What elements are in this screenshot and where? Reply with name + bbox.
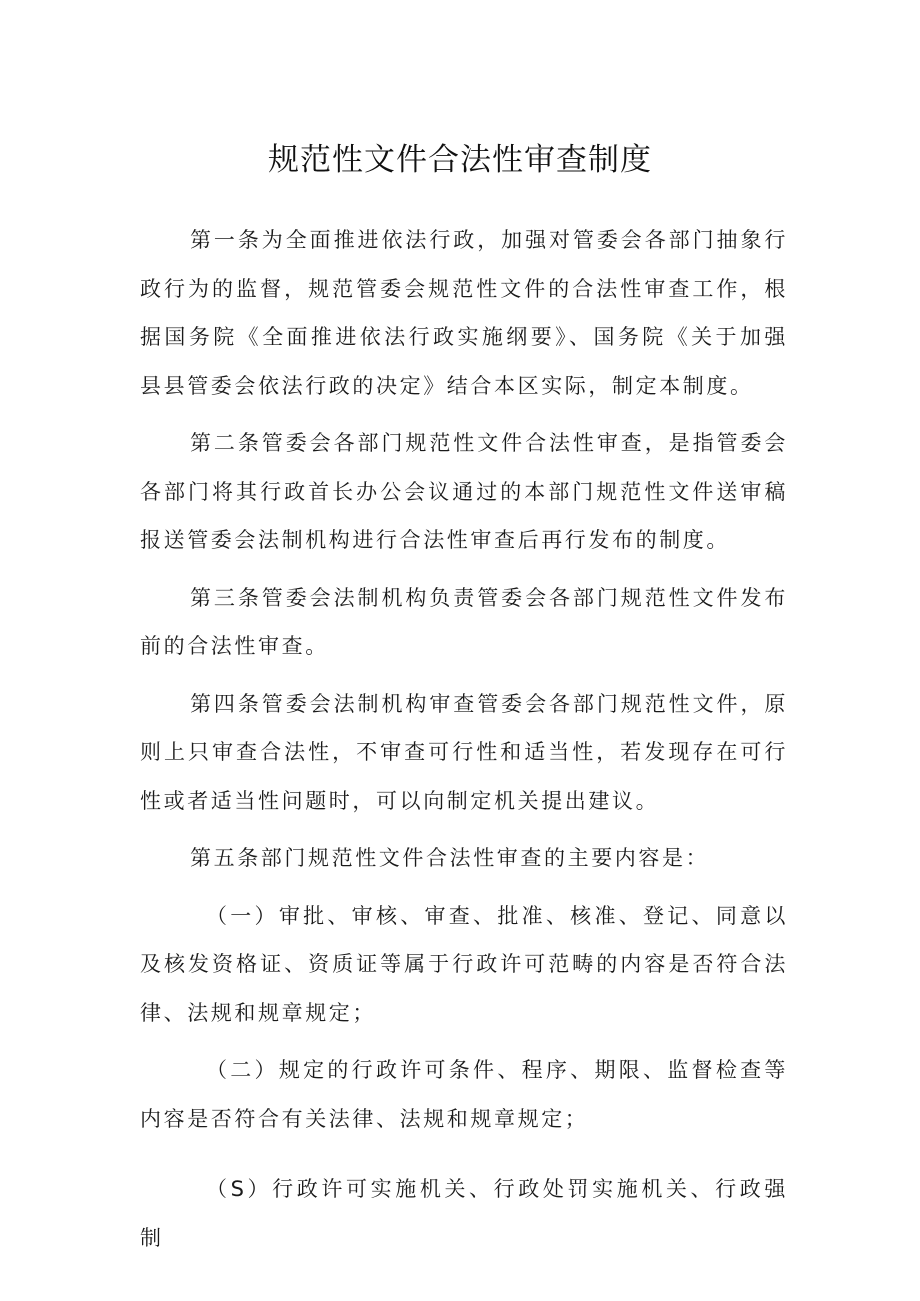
document-title: 规范性文件合法性审查制度 bbox=[268, 142, 652, 178]
article-4-paragraph: 第四条管委会法制机构审查管委会各部门规范性文件，原则上只审查合法性，不审查可行性和适当性，若发现存在可行性或者适当性问题时，可以向制定机关提出建议。 bbox=[140, 691, 788, 813]
article-5-paragraph: 第五条部门规范性文件合法性审查的主要内容是： bbox=[190, 846, 710, 870]
article-1-paragraph: 第一条为全面推进依法行政，加强对管委会各部门抽象行政行为的监督，规范管委会规范性文件的合法性审查工作，根据国务院《全面推进依法行政实施纲要》、国务院《关于加强县县管委会依法行政的决定》结合本区实际，制定本制度。 bbox=[140, 228, 788, 398]
article-5-item-2: （二）规定的行政许可条件、程序、期限、监督检查等内容是否符合有关法律、法规和规章规定； bbox=[140, 1058, 788, 1131]
article-2-paragraph: 第二条管委会各部门规范性文件合法性审查，是指管委会各部门将其行政首长办公会议通过的本部门规范性文件送审稿报送管委会法制机构进行合法性审查后再行发布的制度。 bbox=[140, 431, 788, 552]
article-5-item-3: （S）行政许可实施机关、行政处罚实施机关、行政强制 bbox=[140, 1177, 788, 1250]
article-3-paragraph: 第三条管委会法制机构负责管委会各部门规范性文件发布前的合法性审查。 bbox=[140, 585, 788, 658]
document-body bbox=[140, 216, 788, 1271]
article-5-item-1: （一）审批、审核、审查、批准、核准、登记、同意以及核发资格证、资质证等属于行政许可范畴的内容是否符合法律、法规和规章规定； bbox=[140, 903, 788, 1025]
